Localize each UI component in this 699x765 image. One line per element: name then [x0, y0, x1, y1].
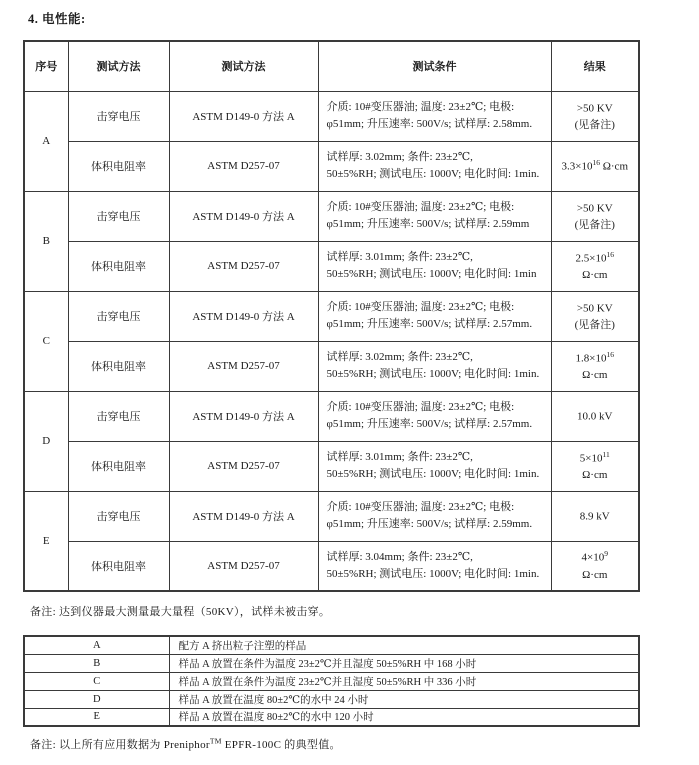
result-line1: [556, 349, 635, 367]
remark-prefix: 备注: 以上所有应用数据为 Preniphor: [30, 739, 210, 751]
method-cell: 体积电阻率: [68, 441, 169, 491]
electrical-properties-table: [23, 40, 640, 592]
result-mantissa: 8.9 kV: [579, 510, 610, 523]
condition-line2: φ51mm; 升压速率: 500V/s; 试样厚: 2.57mm.: [326, 418, 533, 430]
condition-line2: 50±5%RH; 测试电压: 1000V; 电化时间: 1min: [326, 268, 537, 280]
standard-cell: ASTM D149-0 方法 A: [169, 391, 318, 441]
remark-breakdown: 备注: 达到仪器最大测量最大量程（50KV），试样未被击穿。: [30, 606, 331, 618]
column-header-condition: 测试条件: [318, 41, 551, 91]
condition-cell: [318, 341, 551, 391]
table-row: [24, 91, 639, 141]
result-cell: [551, 91, 639, 141]
condition-line2: 50±5%RH; 测试电压: 1000V; 电化时间: 1min.: [326, 567, 540, 580]
condition-line1: 试样厚: 3.02mm; 条件: 23±2℃,: [326, 350, 473, 363]
result-mantissa: 5×10: [579, 452, 603, 465]
condition-line1: 介质: 10#变压器油; 温度: 23±2℃; 电极:: [326, 200, 515, 213]
column-header-result: 结果: [551, 41, 639, 91]
table-row: [24, 541, 639, 591]
method-cell: 体积电阻率: [68, 241, 169, 291]
method-cell: 击穿电压: [68, 191, 169, 241]
result-cell: [551, 491, 639, 541]
condition-line1: 试样厚: 3.04mm; 条件: 23±2℃,: [326, 550, 473, 563]
standard-cell: ASTM D257-07: [169, 541, 318, 591]
method-cell: 体积电阻率: [68, 341, 169, 391]
condition-line1: 试样厚: 3.01mm; 条件: 23±2℃,: [326, 250, 473, 263]
method-cell: 体积电阻率: [68, 141, 169, 191]
remark-suffix: EPFR-100C 的典型值。: [221, 739, 341, 751]
group-id-cell: E: [24, 491, 68, 591]
result-line1: [556, 249, 635, 267]
standard-cell: ASTM D149-0 方法 A: [169, 291, 318, 341]
result-line1: [556, 99, 635, 117]
document-page: [0, 9, 699, 765]
standard-cell: ASTM D257-07: [169, 441, 318, 491]
condition-cell: [318, 91, 551, 141]
result-exponent: 11: [602, 449, 610, 459]
result-line2: Ω·cm: [582, 368, 608, 381]
condition-cell: [318, 491, 551, 541]
table-row: [24, 708, 639, 726]
group-id-cell: B: [24, 191, 68, 291]
sample-desc-cell: 样品 A 放置在温度 80±2℃的水中 24 小时: [169, 690, 639, 708]
table-row: [24, 672, 639, 690]
result-mantissa: 1.8×10: [575, 352, 607, 365]
table-row: [24, 391, 639, 441]
result-line1: [556, 548, 635, 566]
condition-line1: 介质: 10#变压器油; 温度: 23±2℃; 电极:: [326, 300, 515, 313]
standard-cell: ASTM D149-0 方法 A: [169, 91, 318, 141]
table-row: [24, 441, 639, 491]
condition-cell: [318, 241, 551, 291]
header-row: [24, 41, 639, 91]
table-row: [24, 241, 639, 291]
result-line2: (见备注): [574, 318, 615, 331]
table-row: [24, 291, 639, 341]
column-header-standard: 测试方法: [169, 41, 318, 91]
result-mantissa: 3.3×10: [561, 160, 593, 173]
standard-cell: ASTM D149-0 方法 A: [169, 191, 318, 241]
condition-line1: 介质: 10#变压器油; 温度: 23±2℃; 电极:: [326, 500, 515, 513]
table-row: [24, 636, 639, 654]
condition-line1: 介质: 10#变压器油; 温度: 23±2℃; 电极:: [326, 100, 515, 113]
standard-cell: ASTM D257-07: [169, 241, 318, 291]
result-mantissa: >50 KV: [576, 302, 613, 315]
page-title: 4. 电性能:: [28, 12, 86, 26]
result-cell: [551, 341, 639, 391]
group-id-cell: D: [24, 391, 68, 491]
result-cell: [551, 391, 639, 441]
condition-line2: φ51mm; 升压速率: 500V/s; 试样厚: 2.57mm.: [326, 318, 533, 330]
result-line1: [556, 507, 635, 525]
result-line2: Ω·cm: [582, 468, 608, 481]
condition-line1: 试样厚: 3.01mm; 条件: 23±2℃,: [326, 450, 473, 463]
result-line2: (见备注): [574, 218, 615, 231]
condition-cell: [318, 191, 551, 241]
result-cell: [551, 241, 639, 291]
standard-cell: ASTM D257-07: [169, 141, 318, 191]
result-line1: [556, 199, 635, 217]
condition-cell: [318, 291, 551, 341]
condition-line2: 50±5%RH; 测试电压: 1000V; 电化时间: 1min.: [326, 368, 540, 380]
method-cell: 击穿电压: [68, 91, 169, 141]
table-row: [24, 690, 639, 708]
sample-id-cell: D: [24, 690, 169, 708]
sample-desc-cell: 样品 A 放置在条件为温度 23±2℃并且湿度 50±5%RH 中 336 小时: [169, 672, 639, 690]
group-id-cell: A: [24, 91, 68, 191]
table-row: [24, 191, 639, 241]
sample-desc-cell: 样品 A 放置在温度 80±2℃的水中 120 小时: [169, 708, 639, 726]
condition-line2: φ51mm; 升压速率: 500V/s; 试样厚: 2.58mm.: [326, 118, 533, 130]
group-id-cell: C: [24, 291, 68, 391]
condition-line1: 试样厚: 3.02mm; 条件: 23±2℃,: [326, 150, 473, 163]
sample-id-cell: E: [24, 708, 169, 726]
result-mantissa: 4×10: [581, 552, 605, 565]
condition-line2: 50±5%RH; 测试电压: 1000V; 电化时间: 1min.: [326, 168, 540, 180]
result-cell: [551, 541, 639, 591]
method-cell: 击穿电压: [68, 291, 169, 341]
sample-id-cell: B: [24, 654, 169, 672]
result-exponent: 9: [604, 549, 608, 559]
condition-line2: 50±5%RH; 测试电压: 1000V; 电化时间: 1min.: [326, 468, 540, 480]
result-cell: [551, 191, 639, 241]
condition-line1: 介质: 10#变压器油; 温度: 23±2℃; 电极:: [326, 400, 515, 413]
standard-cell: ASTM D149-0 方法 A: [169, 491, 318, 541]
column-header-method: 测试方法: [68, 41, 169, 91]
condition-cell: [318, 141, 551, 191]
result-cell: [551, 291, 639, 341]
method-cell: 击穿电压: [68, 491, 169, 541]
table-row: [24, 654, 639, 672]
sample-legend-table: [23, 635, 640, 727]
trademark-superscript: TM: [209, 736, 222, 746]
result-line1: [556, 299, 635, 317]
sample-id-cell: C: [24, 672, 169, 690]
result-mantissa: >50 KV: [576, 202, 613, 215]
result-mantissa: 10.0 kV: [577, 410, 613, 423]
result-line1: [556, 449, 635, 467]
table-row: [24, 341, 639, 391]
method-cell: 击穿电压: [68, 391, 169, 441]
result-cell: [551, 441, 639, 491]
result-exponent: 16: [606, 249, 614, 259]
result-line2: Ω·cm: [582, 268, 608, 281]
result-cell: [551, 141, 639, 191]
result-line1: [556, 157, 635, 175]
column-header-no: 序号: [24, 41, 68, 91]
standard-cell: ASTM D257-07: [169, 341, 318, 391]
result-mantissa: >50 KV: [576, 102, 613, 115]
sample-desc-cell: 配方 A 挤出粒子注塑的样品: [169, 636, 639, 654]
remark-typical-values: [30, 736, 699, 752]
condition-cell: [318, 441, 551, 491]
sample-id-cell: A: [24, 636, 169, 654]
table-row: [24, 491, 639, 541]
result-line2: (见备注): [574, 118, 615, 131]
result-mantissa: 2.5×10: [575, 252, 607, 265]
result-exponent: 16: [592, 157, 600, 167]
result-line1: [556, 407, 635, 425]
table-row: [24, 141, 639, 191]
result-unit: Ω·cm: [599, 160, 628, 173]
result-exponent: 16: [606, 349, 614, 359]
condition-line2: φ51mm; 升压速率: 500V/s; 试样厚: 2.59mm: [326, 218, 530, 230]
result-line2: Ω·cm: [582, 568, 608, 581]
condition-cell: [318, 541, 551, 591]
condition-line2: φ51mm; 升压速率: 500V/s; 试样厚: 2.59mm.: [326, 518, 533, 530]
sample-desc-cell: 样品 A 放置在条件为温度 23±2℃并且湿度 50±5%RH 中 168 小时: [169, 654, 639, 672]
method-cell: 体积电阻率: [68, 541, 169, 591]
condition-cell: [318, 391, 551, 441]
